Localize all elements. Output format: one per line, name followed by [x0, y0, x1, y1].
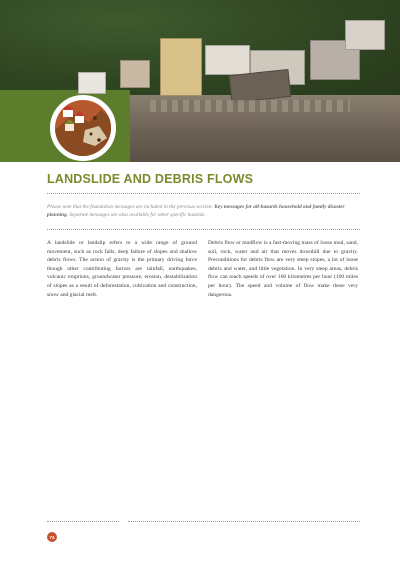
body-column-left: A landslide or landslip refers to a wide range of ground movement, such as rock falls, deep failure of slopes and shallow debris flows. The action of gravity is the primary driving force though other contributing factors are rainfall, earthquakes, volcanic eruptions, groundwater pressure, erosion, destabilization of slopes as a result of deforestation, cultivation and construction, snow and glacial melt. — [47, 240, 197, 298]
divider — [47, 229, 360, 230]
building — [160, 38, 202, 96]
footer-rule-left — [47, 521, 119, 522]
page-number: 74 — [47, 532, 57, 542]
divider — [47, 193, 360, 194]
note-emphasis: Key messages for all-hazards household and family disaster planning — [47, 204, 345, 218]
landslide-emblem-icon — [50, 95, 116, 161]
building — [120, 60, 150, 88]
debris — [150, 100, 350, 112]
foundation-note — [47, 203, 360, 219]
building — [345, 20, 385, 50]
body-column-right: Debris flow or mudflow is a fast-moving mass of loose mud, sand, soil, rock, water and air that moves downhill due to gravity. Preconditions for debris flow are very steep slopes, a lot of loose debris and water, and little vegetation. In very steep areas, debris flow can reach speeds of over 160 kilometres per hour (100 miles per hour). The speed and volume of flow make these very dangerous. — [208, 240, 358, 298]
landslide-illustration-icon — [55, 100, 111, 156]
footer-rule-right — [128, 521, 360, 522]
page-title: LANDSLIDE AND DEBRIS FLOWS — [47, 172, 254, 186]
building — [205, 45, 250, 75]
note-prefix: Please note that the foundation messages are included in the previous section: — [47, 204, 215, 210]
emblem-illustration — [55, 100, 111, 156]
note-suffix: . Separate messages are also available for other specific hazards. — [66, 212, 206, 218]
building — [78, 72, 106, 94]
